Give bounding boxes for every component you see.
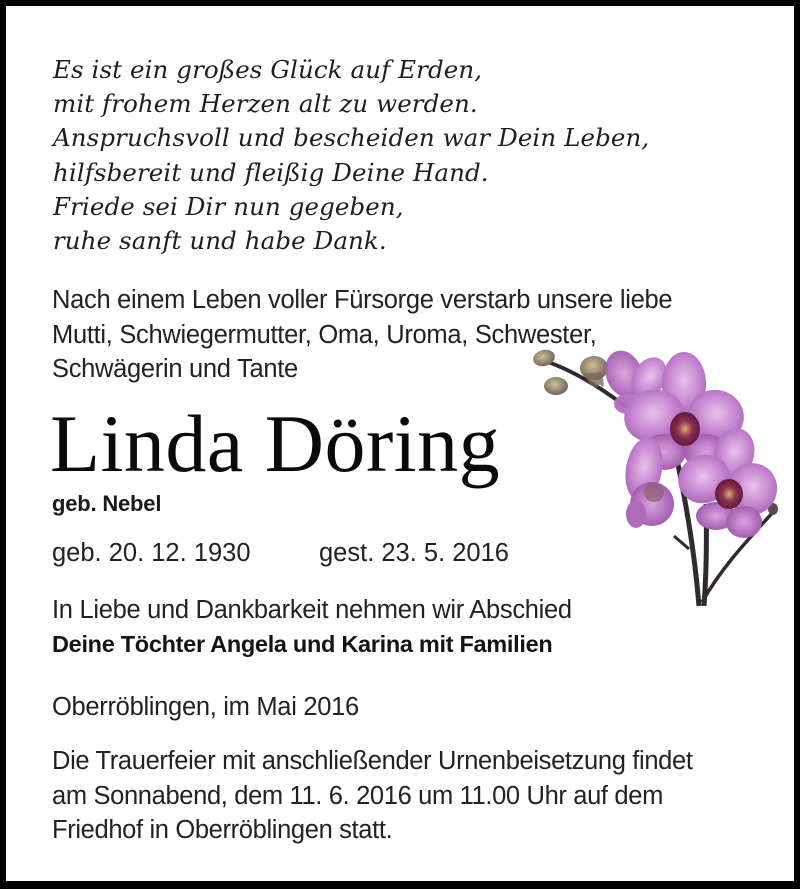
memorial-poem [53, 53, 649, 258]
intro-line: Mutti, Schwiegermutter, Oma, Uroma, Schwester, [52, 320, 597, 349]
farewell-block [52, 593, 572, 661]
service-line: am Sonnabend, dem 11. 6. 2016 um 11.00 Uhr auf dem [52, 781, 663, 810]
poem-line: Friede sei Dir nun gegeben, [53, 191, 404, 221]
signatories: Deine Töchter Angela und Karina mit Familien [52, 631, 553, 657]
death-date: gest. 23. 5. 2016 [319, 539, 509, 567]
deceased-name: Linda Döring [50, 398, 501, 489]
intro-line: Schwägerin und Tante [52, 355, 298, 383]
maiden-name: geb. Nebel [52, 491, 162, 516]
intro-line: Nach einem Leben voller Fürsorge verstarb unsere liebe [52, 286, 673, 314]
service-line: Friedhof in Oberröblingen statt. [52, 816, 393, 844]
poem-line: ruhe sanft und habe Dank. [53, 225, 387, 255]
orchid-branch-icon [524, 344, 786, 610]
place-date: Oberröblingen, im Mai 2016 [52, 693, 359, 721]
poem-line: Anspruchsvoll und bescheiden war Dein Leben, [53, 123, 650, 153]
poem-line: hilfsbereit und fleißig Deine Hand. [53, 157, 489, 187]
poem-line: mit frohem Herzen alt zu werden. [53, 89, 478, 119]
poem-line: Es ist ein großes Glück auf Erden, [53, 55, 483, 84]
obituary-notice [6, 6, 794, 881]
farewell-line: In Liebe und Dankbarkeit nehmen wir Abschied [52, 596, 572, 624]
service-info [52, 744, 693, 848]
service-line: Die Trauerfeier mit anschließender Urnenbeisetzung findet [52, 747, 693, 775]
birth-date: geb. 20. 12. 1930 [52, 539, 251, 567]
